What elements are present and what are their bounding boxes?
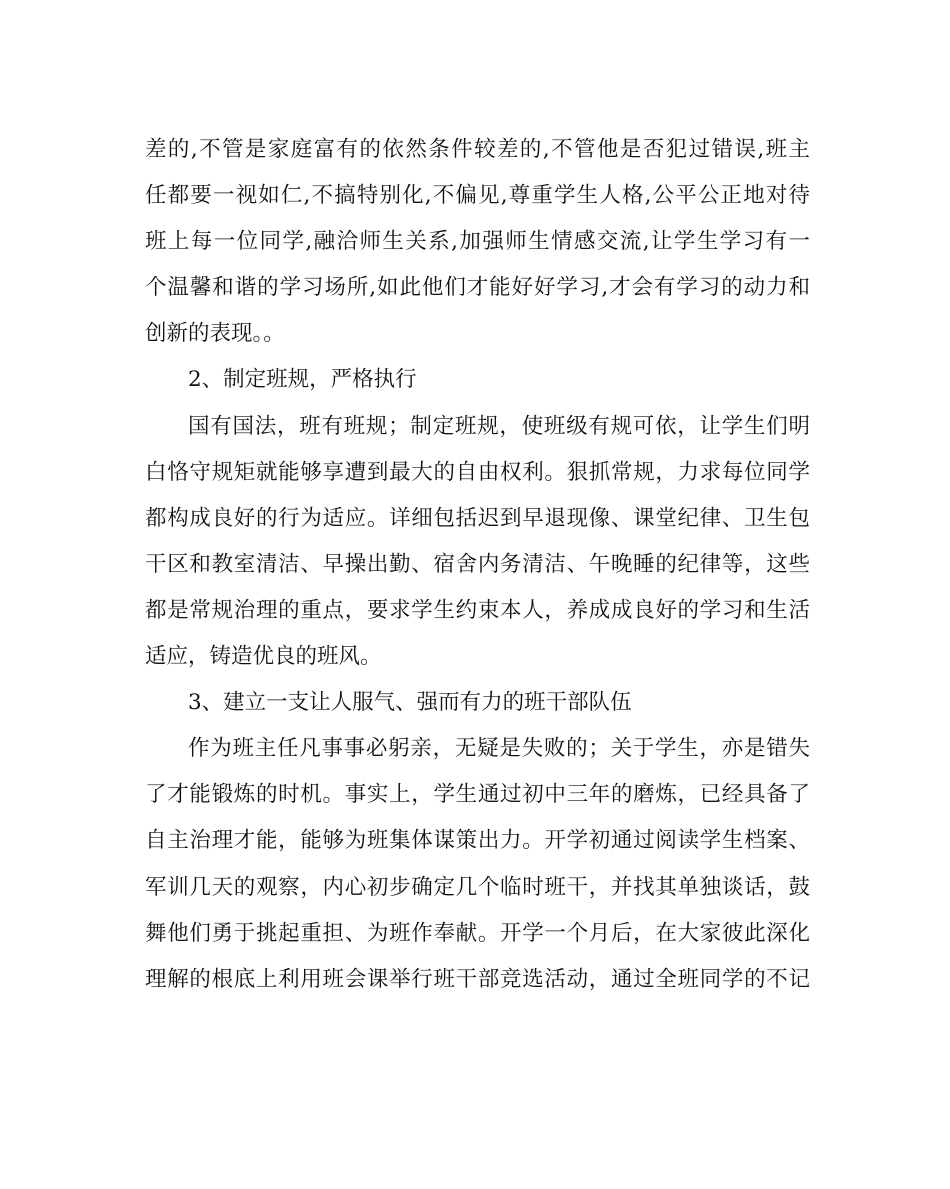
text-line-12: 适应，铸造优良的班风。 — [145, 644, 382, 670]
text-line-18: 舞他们勇于挑起重担、为班作奉献。开学一个月后，在大家彼此深化 — [145, 920, 810, 946]
text-line-19: 理解的根底上利用班会课举行班干部竞选活动，通过全班同学的不记 — [145, 966, 810, 992]
text-line-9: 都构成良好的行为适应。详细包括迟到早退现像、课堂纪律、卫生包 — [145, 505, 810, 531]
text-line-16: 自主治理才能，能够为班集体谋策出力。开学初通过阅读学生档案、 — [145, 828, 810, 854]
section-heading-3: 3、建立一支让人服气、强而有力的班干部队伍 — [188, 690, 632, 716]
text-line-11: 都是常规治理的重点，要求学生约束本人，养成成良好的学习和生活 — [145, 597, 810, 623]
text-line-7: 国有国法，班有班规；制定班规，使班级有规可依，让学生们明 — [188, 413, 810, 439]
text-line-14: 作为班主任凡事事必躬亲，无疑是失败的；关于学生，亦是错失 — [188, 736, 810, 762]
section-heading-2: 2、制定班规，严格执行 — [188, 367, 417, 393]
text-line-1: 差的,不管是家庭富有的依然条件较差的,不管他是否犯过错误,班主 — [145, 137, 810, 162]
text-line-15: 了才能锻炼的时机。事实上，学生通过初中三年的磨炼，已经具备了 — [145, 782, 810, 808]
document-body-text — [145, 127, 810, 1003]
text-line-8: 白恪守规矩就能够享遭到最大的自由权利。狠抓常规，力求每位同学 — [145, 459, 810, 485]
text-line-2: 任都要一视如仁,不搞特别化,不偏见,尊重学生人格,公平公正地对待 — [145, 183, 810, 209]
text-line-3: 班上每一位同学,融洽师生关系,加强师生情感交流,让学生学习有一 — [145, 229, 810, 255]
text-line-4: 个温馨和谐的学习场所,如此他们才能好好学习,才会有学习的动力和 — [145, 275, 810, 301]
text-line-17: 军训几天的观察，内心初步确定几个临时班干，并找其单独谈话，鼓 — [145, 874, 810, 900]
text-line-5: 创新的表现。。 — [145, 321, 285, 347]
text-line-10: 干区和教室清洁、早操出勤、宿舍内务清洁、午晚睡的纪律等，这些 — [145, 551, 810, 577]
